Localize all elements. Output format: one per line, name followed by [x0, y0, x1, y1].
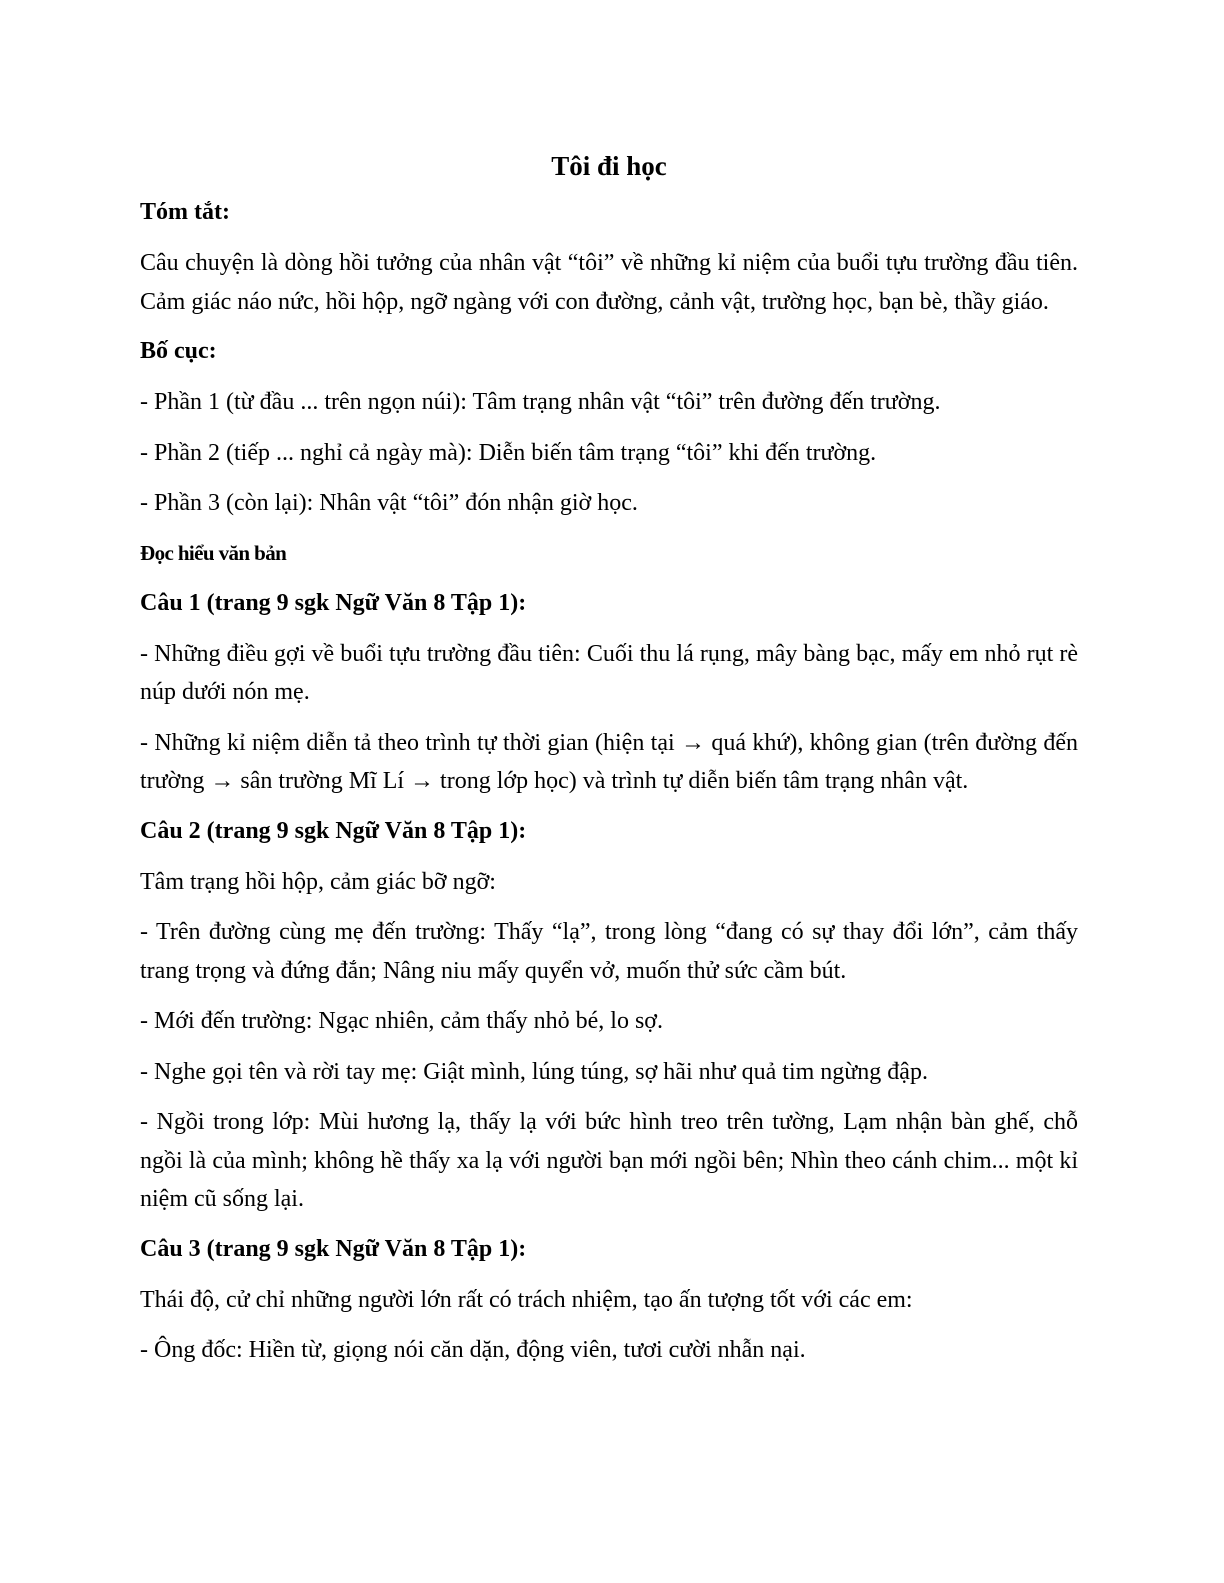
layout-part-1: - Phần 1 (từ đầu ... trên ngọn núi): Tâm trạng nhân vật “tôi” trên đường đến trường. — [140, 389, 941, 415]
question-2-answer-1: - Trên đường cùng mẹ đến trường: Thấy “lạ”, trong lòng “đang có sự thay đổi lớn”, cảm thấy trang trọng và đứng đắn; Nâng niu mấy quyển vở, muốn thử sức cầm bút. — [140, 919, 1078, 984]
layout-part-3: - Phần 3 (còn lại): Nhân vật “tôi” đón nhận giờ học. — [140, 490, 638, 516]
question-2-answer-4: - Ngồi trong lớp: Mùi hương lạ, thấy lạ với bức hình treo trên tường, Lạm nhận bàn ghế, chỗ ngồi là của mình; không hề thấy xa lạ với người bạn mới ngồi bên; Nhìn theo cánh chim... một kỉ niệm cũ sống lại. — [140, 1109, 1078, 1212]
question-2-heading: Câu 2 (trang 9 sgk Ngữ Văn 8 Tập 1): — [140, 817, 527, 844]
summary-heading: Tóm tắt: — [140, 199, 230, 225]
reading-heading: Đọc hiểu văn bản — [140, 540, 287, 565]
document-title: Tôi đi học — [551, 151, 667, 181]
layout-part-2: - Phần 2 (tiếp ... nghỉ cả ngày mà): Diễn biến tâm trạng “tôi” khi đến trường. — [140, 439, 877, 466]
question-1-answer-1: - Những điều gợi về buổi tựu trường đầu tiên: Cuối thu lá rụng, mây bàng bạc, mấy em nhỏ rụt rè núp dưới nón mẹ. — [140, 640, 1078, 705]
question-2-intro: Tâm trạng hồi hộp, cảm giác bỡ ngỡ: — [140, 868, 496, 895]
question-2-answer-2: - Mới đến trường: Ngạc nhiên, cảm thấy nhỏ bé, lo sợ. — [140, 1008, 663, 1034]
question-1-answer-2: - Những kỉ niệm diễn tả theo trình tự thời gian (hiện tại → quá khứ), không gian (trên đường đến trường → sân trường Mĩ Lí → trong lớp học) và trình tự diễn biến tâm trạng nhân vật. — [140, 729, 1078, 794]
question-3-heading: Câu 3 (trang 9 sgk Ngữ Văn 8 Tập 1): — [140, 1235, 527, 1262]
layout-heading: Bố cục: — [140, 338, 217, 364]
question-2-answer-3: - Nghe gọi tên và rời tay mẹ: Giật mình, lúng túng, sợ hãi như quả tim ngừng đập. — [140, 1058, 928, 1085]
document-content — [140, 146, 1078, 1382]
question-3-intro: Thái độ, cử chỉ những người lớn rất có trách nhiệm, tạo ấn tượng tốt với các em: — [140, 1286, 913, 1313]
question-3-answer-1: - Ông đốc: Hiền từ, giọng nói căn dặn, động viên, tươi cười nhẫn nại. — [140, 1337, 806, 1363]
summary-text: Câu chuyện là dòng hồi tưởng của nhân vật “tôi” về những kỉ niệm của buổi tựu trường đầu tiên. Cảm giác náo nức, hồi hộp, ngỡ ngàng với con đường, cảnh vật, trường học, bạn bè, thầy giáo. — [140, 250, 1078, 315]
question-1-heading: Câu 1 (trang 9 sgk Ngữ Văn 8 Tập 1): — [140, 589, 527, 616]
